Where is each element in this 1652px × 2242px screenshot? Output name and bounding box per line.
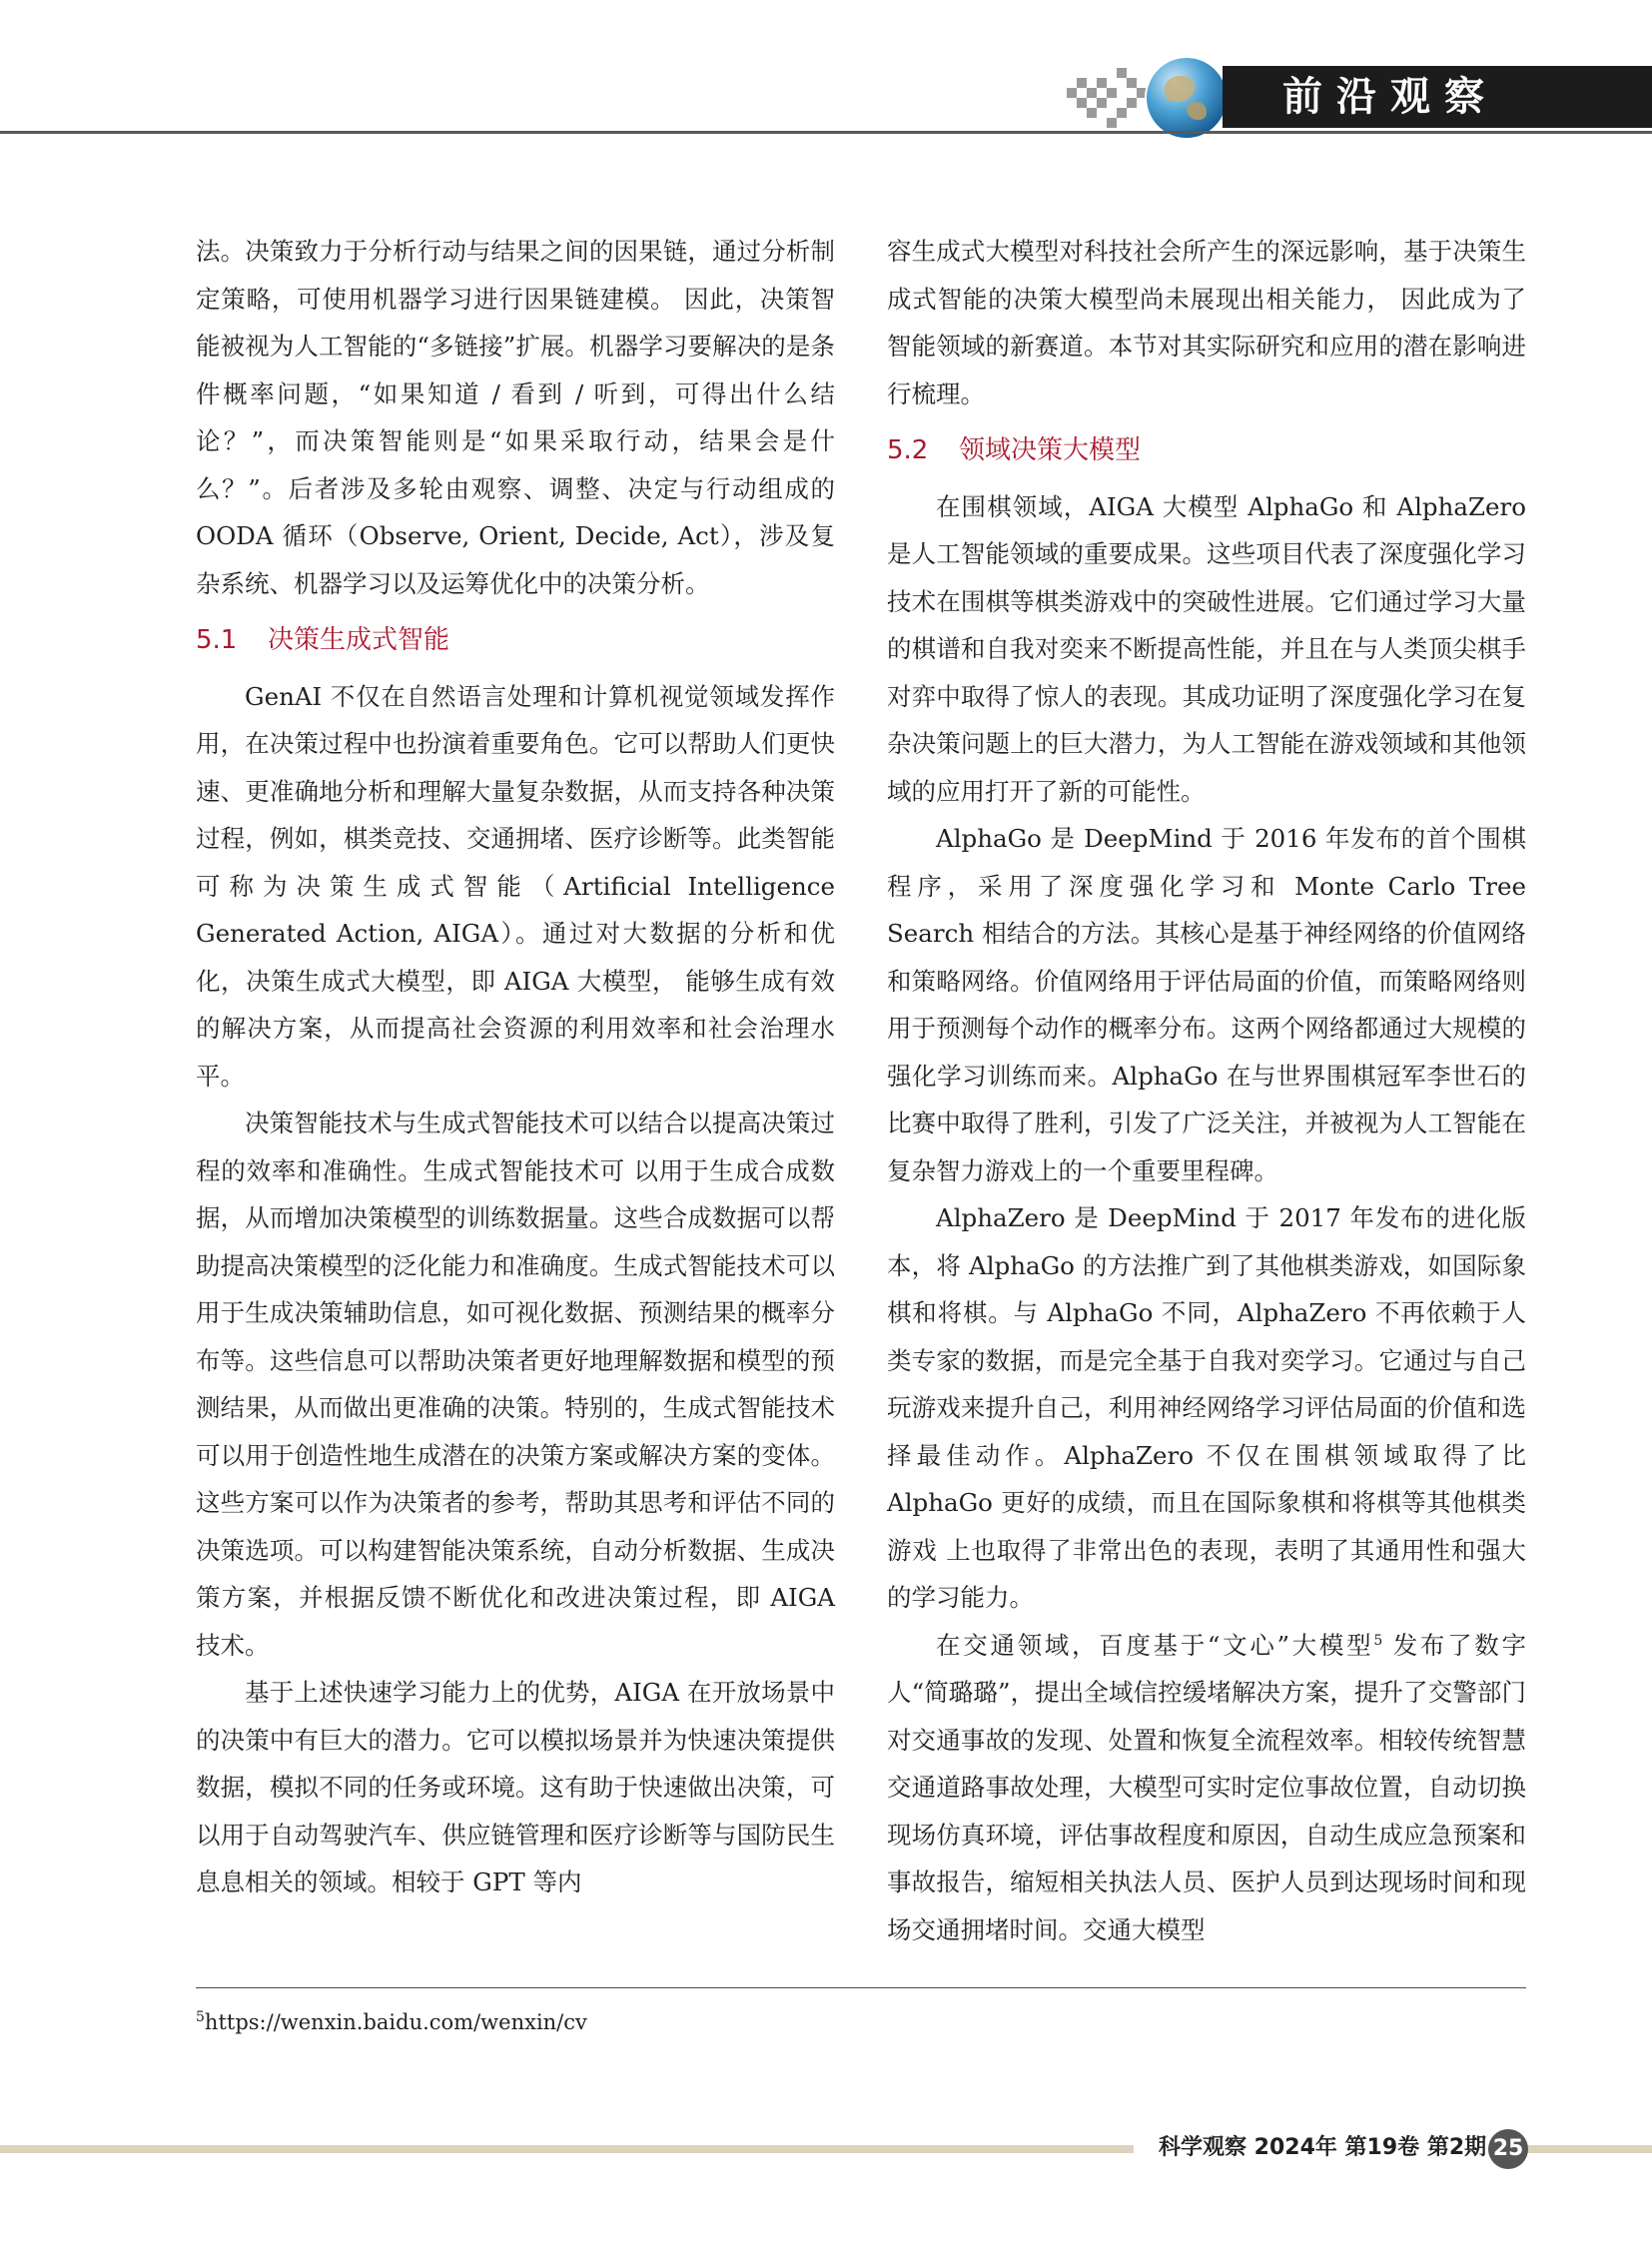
globe-icon xyxy=(1147,58,1227,138)
right-column xyxy=(887,228,1526,1953)
journal-info: 科学观察 2024年 第19卷 第2期 xyxy=(1159,2135,1487,2160)
footnote-url[interactable]: https://wenxin.baidu.com/wenxin/cv xyxy=(204,2010,587,2034)
paragraph: AlphaZero 是 DeepMind 于 2017 年发布的进化版本，将 AlphaGo 的方法推广到了其他棋类游戏，如国际象棋和将棋。与 AlphaGo 不同，AlphaZero 不再依赖于人类专家的数据，而是完全基于自我对奕学习。它通过与自己玩游戏来提升自己，利用神经网络学习评估局面的价值和选择最佳动作。AlphaZero 不仅在围棋领域取得了比 AlphaGo 更好的成绩，而且在国际象棋和将棋等其他棋类游戏 上也取得了非常出色的表现，表明了其通用性和强大的学习能力。 xyxy=(887,1203,1526,1612)
footer-band xyxy=(0,2145,1134,2153)
footnote-ref[interactable]: 5 xyxy=(1373,1632,1383,1649)
footnote-rule xyxy=(196,1987,1526,1988)
paragraph: 容生成式大模型对科技社会所产生的深远影响，基于决策生成式智能的决策大模型尚未展现出相关能力， 因此成为了智能领域的新赛道。本节对其实际研究和应用的潜在影响进行梳理。 xyxy=(887,237,1526,408)
left-column xyxy=(196,228,835,1906)
page-number: 25 xyxy=(1488,2129,1528,2169)
section-heading-5-2: 5.2 领域决策大模型 xyxy=(887,435,1142,465)
section-heading-5-1: 5.1 决策生成式智能 xyxy=(196,625,450,655)
paragraph: GenAI 不仅在自然语言处理和计算机视觉领域发挥作用，在决策过程中也扮演着重要角色。它可以帮助人们更快速、更准确地分析和理解大量复杂数据，从而支持各种决策过程，例如，棋类竞技、交通拥堵、医疗诊断等。此类智能可称为决策生成式智能（Artificial Intelligence Generated Action, AIGA）。通过对大数据的分析和优化，决策生成式大模型，即 AIGA 大模型， 能够生成有效的解决方案，从而提高社会资源的利用效率和社会治理水平。 xyxy=(196,681,835,1091)
paragraph: 在围棋领域，AIGA 大模型 AlphaGo 和 AlphaZero 是人工智能领域的重要成果。这些项目代表了深度强化学习技术在围棋等棋类游戏中的突破性进展。它们通过学习大量的棋谱和自我对奕来不断提高性能，并且在与人类顶尖棋手对弈中取得了惊人的表现。其成功证明了深度强化学习在复杂决策问题上的巨大潜力，为人工智能在游戏领域和其他领域的应用打开了新的可能性。 xyxy=(887,491,1526,806)
paragraph: 决策智能技术与生成式智能技术可以结合以提高决策过程的效率和准确性。生成式智能技术可 以用于生成合成数据，从而增加决策模型的训练数据量。这些合成数据可以帮助提高决策模型的泛化能力和准确度。生成式智能技术可以用于生成决策辅助信息，如可视化数据、预测结果的概率分布等。这些信息可以帮助决策者更好地理解数据和模型的预测结果，从而做出更准确的决策。特别的，生成式智能技术可以用于创造性地生成潜在的决策方案或解决方案的变体。这些方案可以作为决策者的参考，帮助其思考和评估不同的决策选项。可以构建智能决策系统，自动分析数据、生成决策方案，并根据反馈不断优化和改进决策过程，即 AIGA 技术。 xyxy=(196,1109,835,1660)
paragraph: AlphaGo 是 DeepMind 于 2016 年发布的首个围棋程序，采用了深度强化学习和 Monte Carlo Tree Search 相结合的方法。其核心是基于神经网络的价值网络和策略网络。价值网络用于评估局面的价值，而策略网络则用于预测每个动作的概率分布。这两个网络都通过大规模的强化学习训练而来。AlphaGo 在与世界围棋冠军李世石的比赛中取得了胜利，引发了广泛关注，并被视为人工智能在复杂智力游戏上的一个重要里程碑。 xyxy=(887,824,1526,1185)
header-rule xyxy=(0,131,1652,134)
paragraph: 法。决策致力于分析行动与结果之间的因果链，通过分析制定策略，可使用机器学习进行因果链建模。 因此，决策智能被视为人工智能的“多链接”扩展。机器学习要解决的是条件概率问题，“如果知道 / 看到 / 听到，可得出什么结论？”，而决策智能则是“如果采取行动，结果会是什么？”。后者涉及多轮由观察、调整、决定与行动组成的 OODA 循环（Observe, Orient, Decide, Act），涉及复杂系统、机器学习以及运筹优化中的决策分析。 xyxy=(196,237,835,598)
paragraph: 基于上述快速学习能力上的优势，AIGA 在开放场景中的决策中有巨大的潜力。它可以模拟场景并为快速决策提供数据，模拟不同的任务或环境。这有助于快速做出决策，可以用于自动驾驶汽车、供应链管理和医疗诊断等与国防民生息息相关的领域。相较于 GPT 等内 xyxy=(196,1678,835,1896)
paragraph: 在交通领域，百度基于“文心”大模型$^5$ 发布了数字人“简璐璐”，提出全域信控缓堵解决方案，提升了交警部门对交通事故的发现、处置和恢复全流程效率。相较传统智慧交通道路事故处理，大模型可实时定位事故位置，自动切换现场仿真环境，评估事故程度和原因，自动生成应急预案和事故报告，缩短相关执法人员、医护人员到达现场时间和现场交通拥堵时间。交通大模型 xyxy=(887,1630,1526,1944)
footnote: $^5$https://wenxin.baidu.com/wenxin/cv xyxy=(196,2009,587,2034)
section-banner: 前沿观察 xyxy=(1223,66,1652,128)
